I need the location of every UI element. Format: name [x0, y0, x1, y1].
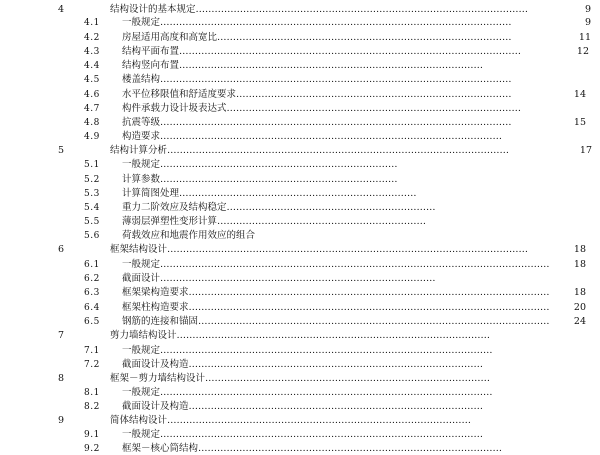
toc-page-number: 18: [573, 259, 586, 270]
toc-entry-number: 5: [58, 145, 65, 156]
toc-page-number: 12: [576, 46, 589, 57]
toc-entry-number: 4.8: [84, 118, 100, 128]
toc-entry-number: 5.5: [84, 217, 100, 227]
toc-leader-dots: ……………………………………………………………………………………: [179, 60, 484, 71]
toc-entry-title: [110, 145, 578, 157]
toc-entry-number: 4.2: [84, 33, 100, 43]
toc-section-row[interactable]: [0, 145, 592, 157]
toc-leader-dots: …………………………………………………………: [217, 216, 427, 227]
toc-entry-title-text: 框架－核心筒结构: [122, 443, 199, 454]
toc-leader-dots: …………………………………………………………………………………: [188, 401, 484, 412]
toc-leader-dots: …………………………………………………………………: [179, 188, 417, 199]
toc-entry-title: [110, 330, 491, 342]
toc-page-number: 17: [579, 145, 592, 156]
toc-entry-number: 4.4: [84, 61, 100, 71]
toc-subsection-row[interactable]: [0, 32, 591, 44]
toc-entry-title-text: 重力二阶效应及结构稳定: [122, 202, 227, 213]
toc-entry-number: 4: [58, 4, 65, 15]
toc-page-number: 18: [573, 244, 586, 255]
toc-entry-number: 5.3: [84, 189, 100, 199]
toc-entry-number: 9.2: [84, 444, 100, 454]
toc-subsection-row[interactable]: [0, 202, 450, 214]
toc-entry-title: [122, 188, 450, 200]
toc-page-number: 20: [573, 302, 586, 313]
toc-leader-dots: …………………………………………………………………………………………………: [198, 316, 550, 327]
toc-page-number: 15: [573, 117, 586, 128]
toc-subsection-row[interactable]: [0, 174, 450, 186]
toc-subsection-row[interactable]: [0, 159, 450, 171]
toc-entry-title: [122, 46, 575, 58]
toc-subsection-row[interactable]: [0, 316, 586, 328]
toc-subsection-row[interactable]: [0, 89, 586, 101]
toc-entry-number: 4.1: [84, 18, 100, 28]
toc-entry-title-text: 结构竖向布置: [122, 60, 180, 71]
toc-leader-dots: …………………………………………………………………: [160, 174, 398, 185]
toc-leader-dots: …………………………………………………………………………………………………: [160, 17, 512, 28]
toc-entry-title: [122, 159, 450, 171]
toc-entry-number: 4.3: [84, 47, 100, 57]
toc-leader-dots: ……………………………………………………………………………: [160, 273, 436, 284]
toc-leader-dots: …………………………………………………………………………………………………: [160, 74, 512, 85]
toc-entry-number: 5.6: [84, 231, 100, 241]
toc-entry-title-text: 一般规定: [122, 387, 161, 398]
toc-subsection-row[interactable]: [0, 443, 503, 455]
toc-entry-number: 7.2: [84, 360, 100, 370]
toc-entry-number: 9.1: [84, 430, 100, 440]
toc-entry-title-text: 构造要求: [122, 131, 161, 142]
toc-leader-dots: …………………………………………………………………………………: [188, 359, 484, 370]
toc-entry-title-text: 抗震等级: [122, 117, 161, 128]
toc-section-row[interactable]: [0, 330, 491, 342]
toc-entry-number: 7: [58, 330, 65, 341]
toc-entry-title: [122, 429, 484, 441]
toc-entry-title-text: 简体结构设计: [110, 415, 168, 426]
toc-entry-title-text: 房屋适用高度和高宽比: [122, 32, 218, 43]
toc-entry-number: 8.1: [84, 388, 100, 398]
toc-subsection-row[interactable]: [0, 273, 485, 285]
toc-leader-dots: …………………………………………………………………………………………………: [160, 117, 512, 128]
toc-entry-title-text: 一般规定: [122, 17, 161, 28]
toc-entry-title: [122, 74, 552, 86]
toc-entry-title-text: 薄弱层弹塑性变形计算: [122, 216, 218, 227]
toc-subsection-row[interactable]: [0, 103, 560, 115]
toc-entry-title: [122, 345, 493, 357]
toc-entry-title: [122, 202, 450, 214]
toc-leader-dots: …………………………………………………………………………………………: [160, 429, 484, 440]
toc-leader-dots: ………………………………………………………………………………………: [176, 330, 491, 341]
toc-subsection-row[interactable]: [0, 302, 586, 314]
toc-entry-number: 4.7: [84, 104, 100, 114]
toc-entry-title-text: 水平位移限值和舒适度要求: [122, 89, 237, 100]
toc-entry-title: [122, 117, 572, 129]
toc-page-number: 9: [584, 17, 591, 28]
toc-leader-dots: ……………………………………………………………………………………: [198, 443, 503, 454]
toc-page-number: 24: [573, 316, 586, 327]
toc-entry-number: 6.1: [84, 260, 100, 270]
toc-entry-title: [122, 17, 583, 29]
toc-leader-dots: ……………………………………………………………………………………………: [160, 387, 493, 398]
toc-entry-title: [122, 32, 577, 44]
toc-entry-title: [122, 401, 484, 413]
toc-entry-title: [122, 216, 450, 228]
toc-leader-dots: ……………………………………………………………………………: [236, 89, 512, 100]
toc-entry-title: [122, 387, 493, 399]
toc-section-row[interactable]: [0, 244, 586, 256]
toc-subsection-row[interactable]: [0, 345, 493, 357]
toc-entry-title: [122, 259, 572, 271]
toc-entry-title-text: 一般规定: [122, 259, 161, 270]
toc-entry-number: 6: [58, 244, 65, 255]
toc-entry-title-text: 构件承载力设计圾表达式: [122, 103, 227, 114]
toc-subsection-row[interactable]: [0, 230, 450, 242]
toc-entry-title-text: 剪力墙结构设计: [110, 330, 177, 341]
toc-entry-title-text: 钢筋的连接和锚固: [122, 316, 199, 327]
toc-page-number: 14: [573, 89, 586, 100]
toc-entry-title: [122, 60, 560, 72]
toc-entry-number: 5.2: [84, 175, 100, 185]
toc-entry-title-text: 截面设计: [122, 273, 161, 284]
toc-entry-number: 9: [58, 415, 65, 426]
toc-entry-title: [122, 103, 560, 115]
toc-entry-title-text: 计算参数: [122, 174, 161, 185]
toc-leader-dots: …………………………………………………………: [226, 202, 436, 213]
toc-entry-title: [122, 131, 562, 143]
toc-entry-title-text: 结构平面布置: [122, 46, 180, 57]
toc-leader-dots: ……………………………………………………………………………………: [167, 415, 472, 426]
toc-entry-title: [122, 230, 450, 242]
toc-entry-title-text: 一般规定: [122, 429, 161, 440]
toc-entry-title-text: 截面设计及构造: [122, 359, 189, 370]
toc-entry-number: 4.5: [84, 75, 100, 85]
toc-subsection-row[interactable]: [0, 188, 450, 200]
toc-leader-dots: ……………………………………………………………………………………………………………: [160, 259, 550, 270]
toc-entry-title: [122, 287, 572, 299]
toc-leader-dots: ………………………………………………………………………………………………: [179, 46, 522, 57]
toc-entry-title: [122, 273, 485, 285]
toc-entry-title-text: 结构设计的基本规定: [110, 4, 196, 15]
toc-leader-dots: ……………………………………………………………………………………………………: [188, 302, 550, 313]
toc-subsection-row[interactable]: [0, 17, 591, 29]
toc-entry-title-text: 框架－剪力墙结构设计: [110, 373, 206, 384]
toc-page-number: 11: [578, 32, 591, 43]
toc-subsection-row[interactable]: [0, 259, 586, 271]
toc-subsection-row[interactable]: [0, 117, 586, 129]
toc-entry-number: 6.3: [84, 288, 100, 298]
toc-leader-dots: ……………………………………………………………………………………………: [195, 4, 529, 15]
toc-entry-number: 6.4: [84, 303, 100, 313]
toc-leader-dots: ……………………………………………………………………………………………………: [167, 244, 529, 255]
toc-page-number: 9: [584, 4, 591, 15]
toc-section-row[interactable]: [0, 373, 491, 385]
toc-entry-title: [110, 415, 472, 427]
toc-subsection-row[interactable]: [0, 60, 560, 72]
toc-subsection-row[interactable]: [0, 131, 562, 143]
toc-subsection-row[interactable]: [0, 216, 450, 228]
toc-entry-number: 5.1: [84, 160, 100, 170]
toc-entry-title-text: 一般规定: [122, 159, 161, 170]
toc-entry-title: [122, 443, 503, 455]
toc-page-number: 18: [573, 287, 586, 298]
toc-entry-number: 5.4: [84, 203, 100, 213]
toc-leader-dots: …………………………………………………………………: [160, 159, 398, 170]
toc-entry-title-text: 荷载效应和地震作用效应的组合: [122, 230, 256, 241]
toc-entry-title-text: 截面设计及构造: [122, 401, 189, 412]
toc-leader-dots: ……………………………………………………………………………………………………: [188, 287, 550, 298]
toc-entry-title: [110, 373, 491, 385]
toc-leader-dots: …………………………………………………………………………………: [217, 32, 512, 43]
toc-subsection-row[interactable]: [0, 287, 586, 299]
toc-section-row[interactable]: [0, 415, 472, 427]
toc-entry-number: 8: [58, 373, 65, 384]
toc-leader-dots: …………………………………………………………………………………: [226, 103, 522, 114]
toc-leader-dots: ……………………………………………………………………………………………: [160, 345, 493, 356]
toc-entry-title: [122, 89, 572, 101]
toc-entry-number: 4.9: [84, 132, 100, 142]
toc-subsection-row[interactable]: [0, 359, 484, 371]
toc-subsection-row[interactable]: [0, 387, 493, 399]
toc-entry-number: 7.1: [84, 346, 100, 356]
toc-subsection-row[interactable]: [0, 74, 552, 86]
toc-leader-dots: ………………………………………………………………………………: [205, 373, 491, 384]
toc-subsection-row[interactable]: [0, 429, 484, 441]
toc-entry-title-text: 结构计算分析: [110, 145, 168, 156]
toc-entry-title: [122, 302, 572, 314]
toc-entry-number: 4.6: [84, 90, 100, 100]
toc-subsection-row[interactable]: [0, 46, 589, 58]
toc-leader-dots: ………………………………………………………………………………………………: [167, 145, 510, 156]
toc-entry-number: 6.5: [84, 317, 100, 327]
toc-subsection-row[interactable]: [0, 401, 484, 413]
toc-entry-title-text: 楼盖结构: [122, 74, 161, 85]
toc-section-row[interactable]: [0, 4, 591, 16]
toc-entry-title-text: 框架结构设计: [110, 244, 168, 255]
toc-entry-title: [122, 359, 484, 371]
toc-entry-title-text: 计算简图处理: [122, 188, 180, 199]
toc-entry-title: [110, 244, 572, 256]
toc-entry-number: 6.2: [84, 274, 100, 284]
toc-entry-number: 8.2: [84, 402, 100, 412]
toc-entry-title: [122, 316, 572, 328]
toc-entry-title-text: 框架梁构造要求: [122, 287, 189, 298]
toc-entry-title-text: 一般规定: [122, 345, 161, 356]
toc-leader-dots: ………………………………………………………………………………………………: [160, 131, 503, 142]
toc-entry-title: [110, 4, 583, 16]
toc-entry-title: [122, 174, 450, 186]
toc-entry-title-text: 框架柱构造要求: [122, 302, 189, 313]
